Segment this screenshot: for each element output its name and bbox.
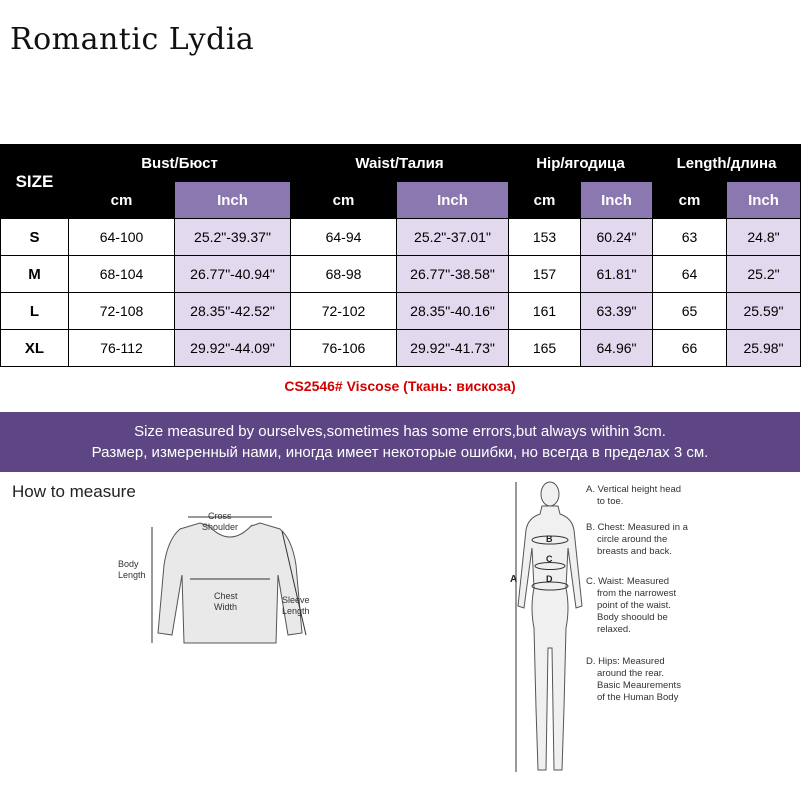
inch-value-cell: 26.77"-40.94"	[175, 256, 291, 293]
legend-d-line: around the rear.	[597, 668, 665, 679]
size-label: M	[1, 256, 69, 293]
size-label: L	[1, 293, 69, 330]
sleeve-length-label-2: Length	[282, 606, 310, 616]
table-row	[1, 219, 801, 256]
fabric-note: CS2546# Viscose (Ткань: вискоза)	[284, 378, 516, 394]
cm-value-cell: 72-102	[291, 293, 397, 330]
size-header: SIZE	[1, 145, 69, 219]
group-header-waist: Waist/Талия	[291, 145, 509, 182]
cm-value-cell: 66	[653, 330, 727, 367]
human-body-diagram	[510, 478, 590, 783]
legend-c-line: Body shoould be	[597, 612, 668, 623]
group-header-hip: Hip/ягодица	[509, 145, 653, 182]
body-silhouette-icon	[518, 482, 582, 770]
cm-value-cell: 65	[653, 293, 727, 330]
unit-inch: Inch	[175, 182, 291, 219]
table-unit-row	[1, 182, 801, 219]
legend-c-line: relaxed.	[597, 624, 631, 635]
legend-b-line: circle around the	[597, 534, 668, 545]
legend-a-line: to toe.	[597, 496, 624, 507]
legend-d-line: of the Human Body	[597, 692, 679, 703]
inch-value-cell: 25.2"-39.37"	[175, 219, 291, 256]
cm-value-cell: 165	[509, 330, 581, 367]
size-chart-table	[0, 144, 801, 367]
unit-inch: Inch	[581, 182, 653, 219]
cm-value-cell: 161	[509, 293, 581, 330]
how-to-measure-title: How to measure	[12, 482, 136, 501]
sweater-icon	[158, 523, 302, 643]
table-row	[1, 293, 801, 330]
inch-value-cell: 64.96"	[581, 330, 653, 367]
unit-inch: Inch	[397, 182, 509, 219]
brand-logo: Romantic Lydia	[10, 22, 255, 57]
chest-width-label-1: Chest	[214, 591, 238, 601]
inch-value-cell: 29.92"-44.09"	[175, 330, 291, 367]
inch-value-cell: 61.81"	[581, 256, 653, 293]
cm-value-cell: 153	[509, 219, 581, 256]
inch-value-cell: 26.77"-38.58"	[397, 256, 509, 293]
inch-value-cell: 63.39"	[581, 293, 653, 330]
legend-c-line: point of the waist.	[597, 600, 671, 611]
inch-value-cell: 29.92"-41.73"	[397, 330, 509, 367]
legend-c	[586, 576, 676, 636]
measurement-disclaimer-banner	[0, 412, 800, 472]
cross-shoulder-label-1: Cross	[208, 511, 232, 521]
inch-value-cell: 28.35"-40.16"	[397, 293, 509, 330]
disclaimer-russian: Размер, измеренный нами, иногда имеет некоторые ошибки, но всегда в пределах 3 см.	[91, 444, 709, 461]
legend-c-line: C. Waist: Measured	[586, 576, 670, 587]
letter-c: C	[546, 554, 553, 564]
letter-b: B	[546, 534, 553, 544]
cm-value-cell: 63	[653, 219, 727, 256]
inch-value-cell: 25.59"	[727, 293, 801, 330]
sweater-measure-diagram	[118, 505, 330, 665]
letter-a: A	[510, 574, 518, 585]
legend-b-line: B. Chest: Measured in a	[586, 522, 688, 533]
cm-value-cell: 76-112	[69, 330, 175, 367]
unit-cm: cm	[69, 182, 175, 219]
unit-cm: cm	[291, 182, 397, 219]
cm-value-cell: 68-98	[291, 256, 397, 293]
size-label: S	[1, 219, 69, 256]
legend-a-line: A. Vertical height head	[586, 484, 682, 495]
disclaimer-english: Size measured by ourselves,sometimes has some errors,but always within 3cm.	[134, 423, 666, 440]
cm-value-cell: 64-100	[69, 219, 175, 256]
legend-b-line: breasts and back.	[597, 546, 672, 557]
group-header-length: Length/длина	[653, 145, 801, 182]
legend-d-line: Basic Meaurements	[597, 680, 681, 691]
size-label: XL	[1, 330, 69, 367]
body-length-label-1: Body	[118, 559, 139, 569]
cross-shoulder-label-2: Shoulder	[202, 522, 239, 532]
cm-value-cell: 157	[509, 256, 581, 293]
letter-d: D	[546, 574, 553, 584]
inch-value-cell: 25.2"	[727, 256, 801, 293]
legend-d	[586, 656, 681, 704]
inch-value-cell: 60.24"	[581, 219, 653, 256]
unit-cm: cm	[653, 182, 727, 219]
chest-width-label-2: Width	[214, 602, 238, 612]
cm-value-cell: 76-106	[291, 330, 397, 367]
legend-a	[586, 484, 681, 508]
cm-value-cell: 68-104	[69, 256, 175, 293]
table-row	[1, 256, 801, 293]
cm-value-cell: 64-94	[291, 219, 397, 256]
table-header-row	[1, 145, 801, 182]
sleeve-length-label-1: Sleeve	[282, 595, 310, 605]
inch-value-cell: 25.2"-37.01"	[397, 219, 509, 256]
legend-d-line: D. Hips: Measured	[586, 656, 665, 667]
legend-c-line: from the narrowest	[597, 588, 677, 599]
legend-b	[586, 522, 688, 558]
inch-value-cell: 25.98"	[727, 330, 801, 367]
inch-value-cell: 28.35"-42.52"	[175, 293, 291, 330]
group-header-bust: Bust/Бюст	[69, 145, 291, 182]
inch-value-cell: 24.8"	[727, 219, 801, 256]
unit-inch: Inch	[727, 182, 801, 219]
unit-cm: cm	[509, 182, 581, 219]
body-length-label-2: Length	[118, 570, 146, 580]
cm-value-cell: 72-108	[69, 293, 175, 330]
cm-value-cell: 64	[653, 256, 727, 293]
